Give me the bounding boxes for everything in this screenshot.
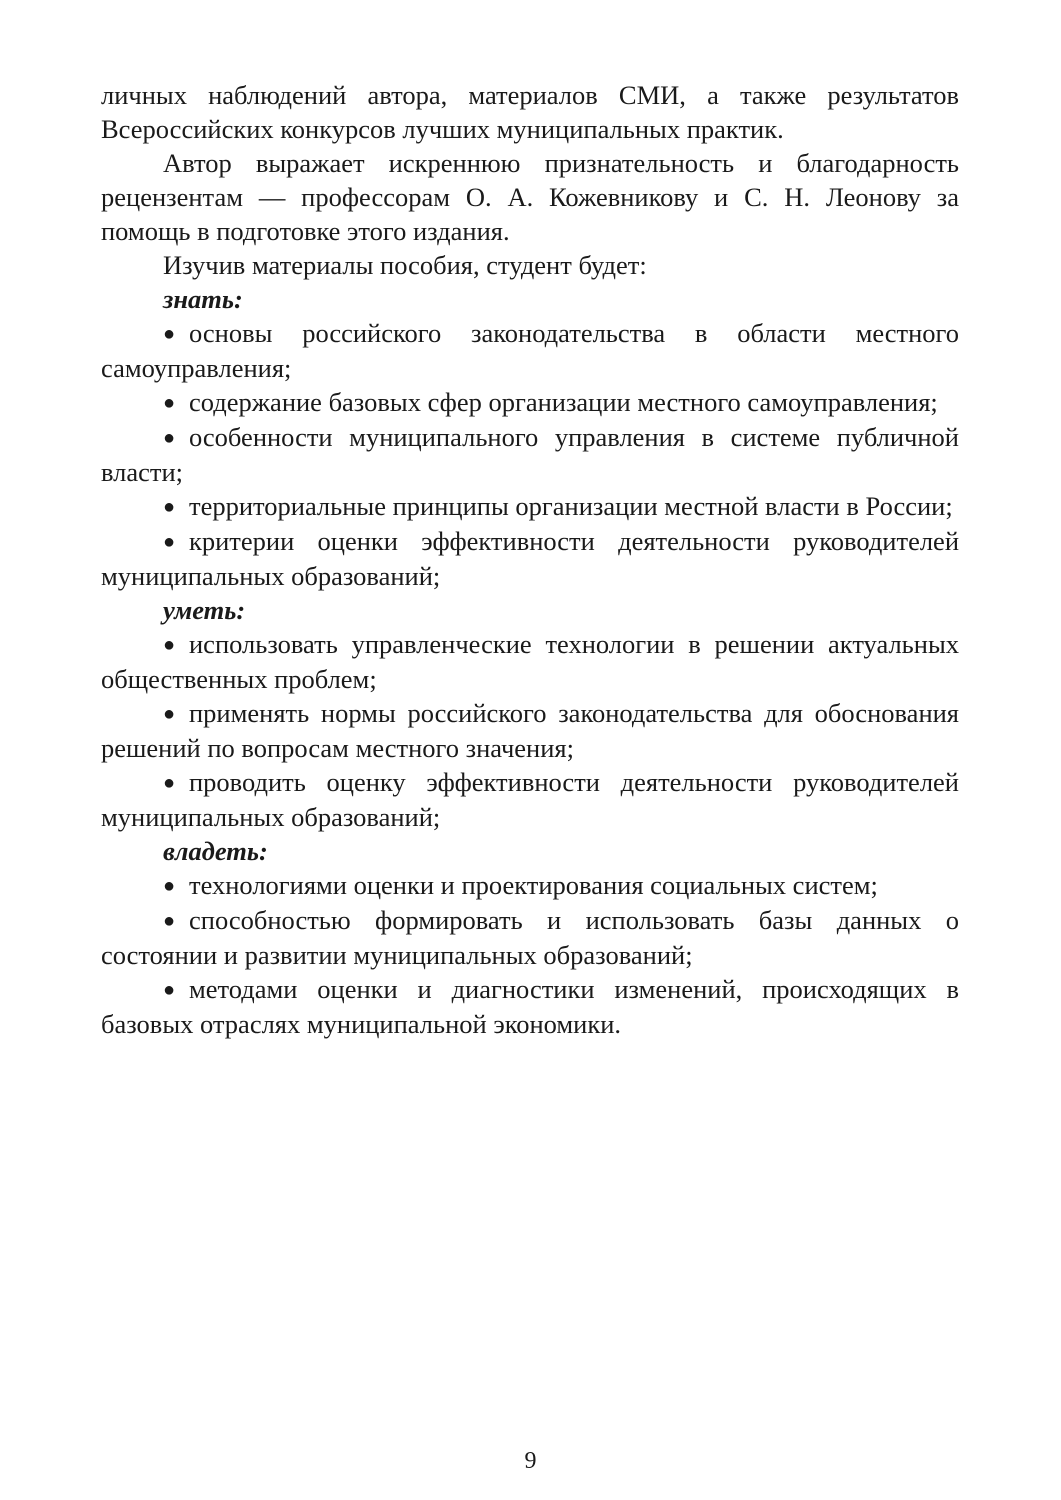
know-list (101, 316, 959, 593)
list-item (101, 385, 959, 420)
acknowledgement-paragraph: Автор выражает искреннюю признательность и благодарность рецензентам — профессорам О. А. Кожевникову и С. Н. Леонову за помощь в подготовке этого издания. (101, 148, 959, 246)
list-item (101, 903, 959, 972)
bullet-icon: ● (163, 703, 176, 725)
list-item (101, 316, 959, 385)
list-item-text: территориальные принципы организации местной власти в России; (189, 491, 953, 521)
bullet-icon: ● (163, 634, 176, 656)
page-body (101, 78, 959, 1041)
bullet-icon: ● (163, 323, 176, 345)
bullet-icon: ● (163, 427, 176, 449)
list-item-text: проводить оценку эффективности деятельности руководителей муниципальных образований; (101, 767, 959, 832)
page-number: 9 (524, 1448, 537, 1474)
list-item-text: критерии оценки эффективности деятельности руководителей муниципальных образований; (101, 526, 959, 591)
section-heading-master: владеть: (163, 836, 268, 866)
list-item (101, 868, 959, 903)
learning-outcomes-intro: Изучив материалы пособия, студент будет: (163, 250, 647, 280)
list-item (101, 524, 959, 593)
list-item (101, 765, 959, 834)
list-item (101, 972, 959, 1041)
list-item-text: технологиями оценки и проектирования социальных систем; (189, 870, 878, 900)
list-item (101, 489, 959, 524)
section-heading-know: знать: (163, 284, 243, 314)
list-item (101, 627, 959, 696)
able-list (101, 627, 959, 834)
list-item (101, 420, 959, 489)
bullet-icon: ● (163, 979, 176, 1001)
list-item-text: основы российского законодательства в области местного самоуправления; (101, 318, 959, 383)
bullet-icon: ● (163, 875, 176, 897)
bullet-icon: ● (163, 531, 176, 553)
list-item-text: методами оценки и диагностики изменений, происходящих в базовых отраслях муниципальной экономики. (101, 974, 959, 1039)
list-item (101, 696, 959, 765)
list-item-text: содержание базовых сфер организации местного самоуправления; (189, 387, 938, 417)
list-item-text: применять нормы российского законодательства для обоснования решений по вопросам местного значения; (101, 698, 959, 763)
bullet-icon: ● (163, 392, 176, 414)
section-heading-able: уметь: (163, 595, 246, 625)
bullet-icon: ● (163, 496, 176, 518)
bullet-icon: ● (163, 910, 176, 932)
list-item-text: особенности муниципального управления в системе публичной власти; (101, 422, 959, 487)
bullet-icon: ● (163, 772, 176, 794)
intro-paragraph-1: личных наблюдений автора, материалов СМИ, а также результатов Всероссийских конкурсов лучших муниципальных практик. (101, 80, 959, 144)
list-item-text: использовать управленческие технологии в решении актуальных общественных проблем; (101, 629, 959, 694)
master-list (101, 868, 959, 1041)
list-item-text: способностью формировать и использовать базы данных о состоянии и развитии муниципальных образований; (101, 905, 959, 970)
